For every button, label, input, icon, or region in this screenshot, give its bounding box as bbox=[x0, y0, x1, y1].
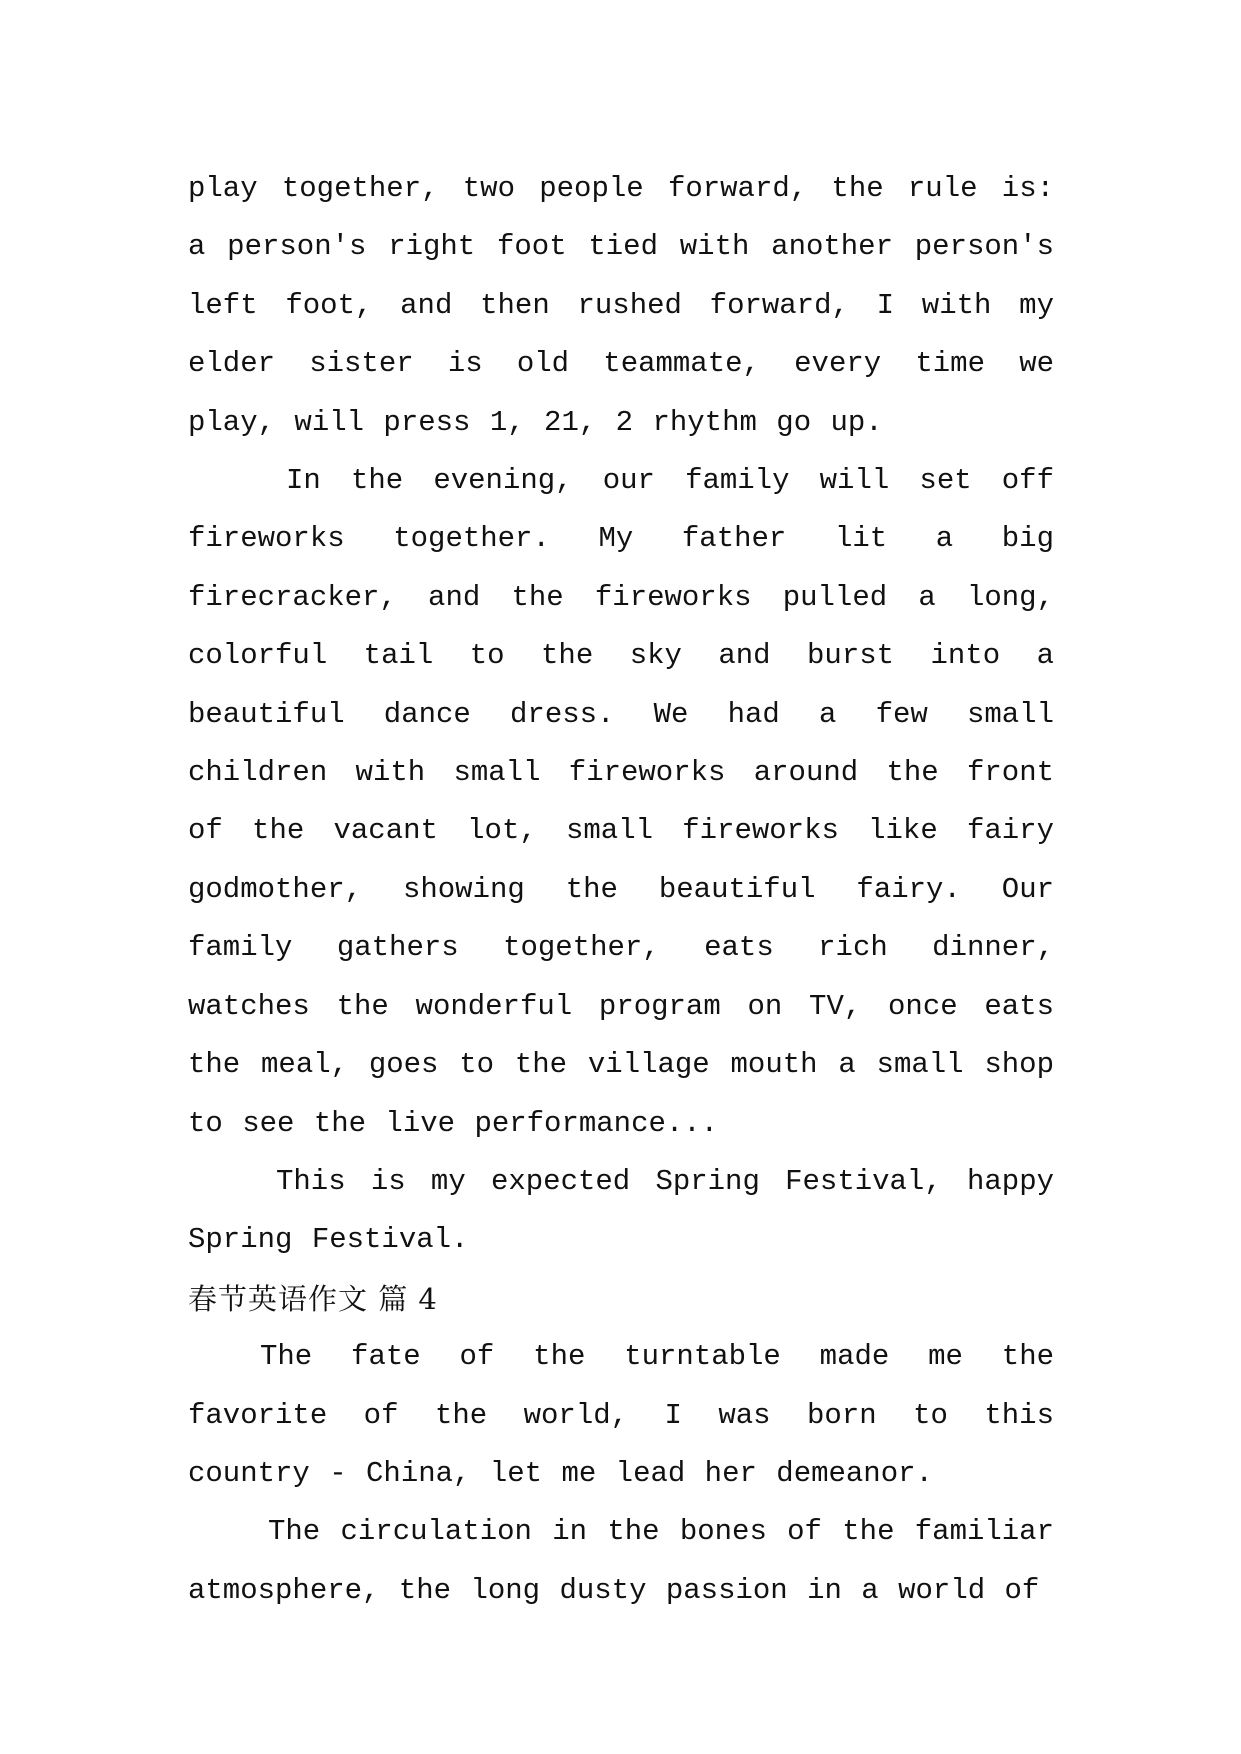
document-body bbox=[188, 160, 1054, 1620]
paragraph-fate: The fate of the turntable made me the favorite of the world, I was born to this country - China, let me lead her demeanor. bbox=[188, 1340, 1054, 1490]
paragraph-game: play together, two people forward, the rule is: a person's right foot tied with another person's left foot, and then rushed forward, I with my elder sister is old teammate, every time we play, will press 1, 21, 2 rhythm go up. bbox=[188, 172, 1054, 439]
section-heading: 春节英语作文 篇 4 bbox=[188, 1281, 438, 1316]
paragraph-expected-festival: This is my expected Spring Festival, happy Spring Festival. bbox=[188, 1164, 1054, 1257]
paragraph-fireworks: In the evening, our family will set off fireworks together. My father lit a big firecracker, and the fireworks pulled a long, colorful tail to the sky and burst into a beautiful dance dress. We had a few small children with small fireworks around the front of the vacant lot, small fireworks like fairy godmother, showing the beautiful fairy. Our family gathers together, eats rich dinner, watches the wonderful program on TV, once eats the meal, goes to the village mouth a small shop to see the live performance... bbox=[188, 464, 1054, 1140]
paragraph-circulation: The circulation in the bones of the familiar atmosphere, the long dusty passion in a world of bbox=[188, 1515, 1054, 1607]
